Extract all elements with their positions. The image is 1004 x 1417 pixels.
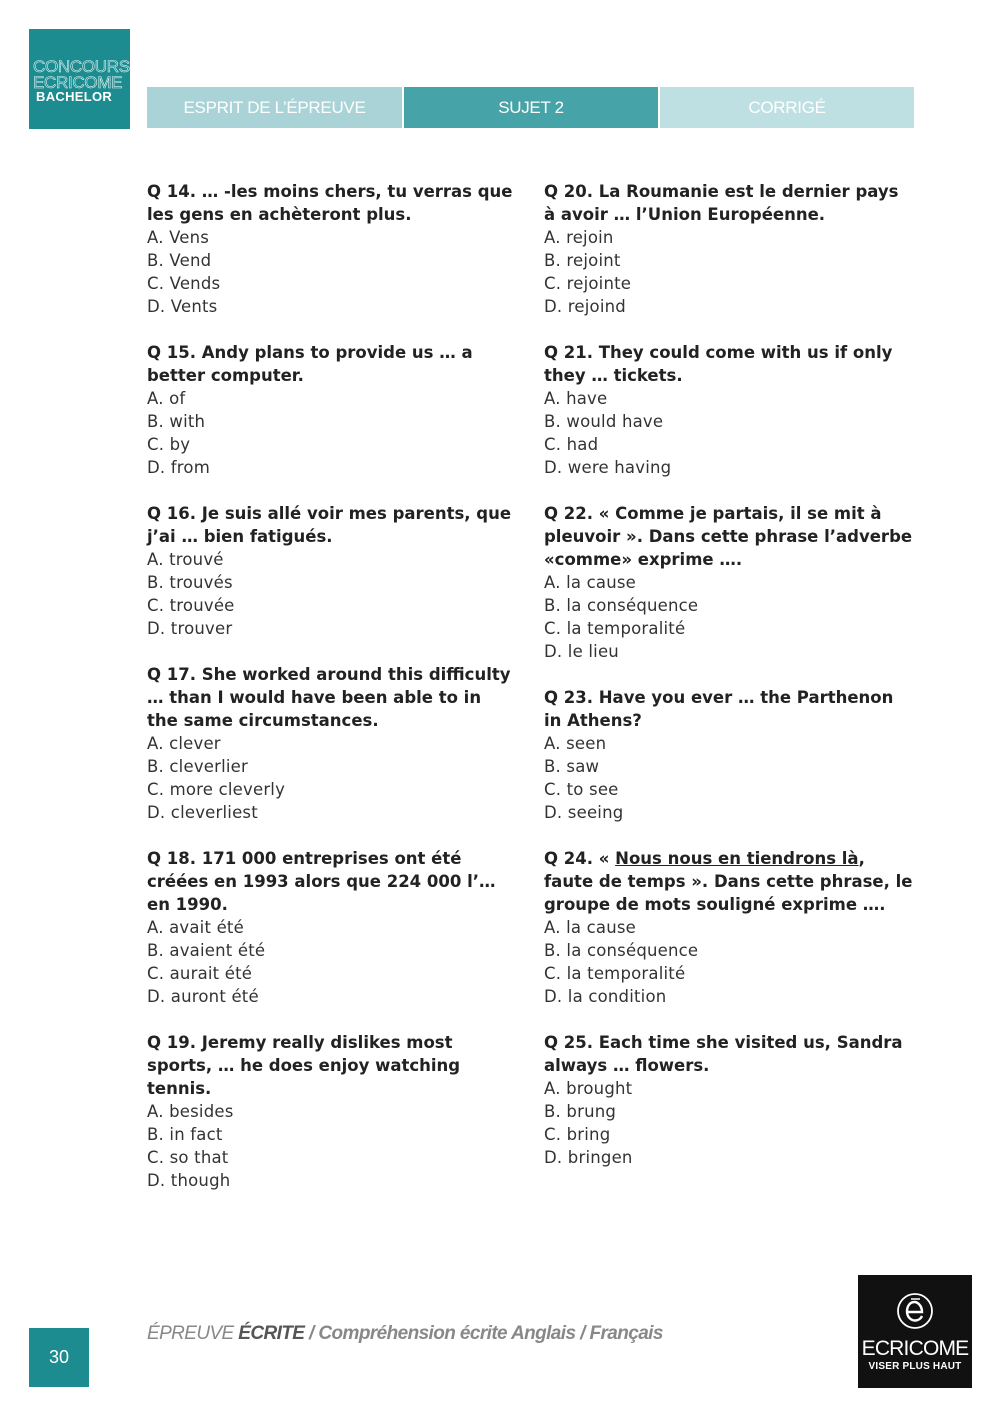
option-b: B. trouvés (147, 573, 233, 592)
option-b: B. would have (544, 412, 664, 431)
question-22 (544, 502, 914, 663)
tab-corrige[interactable]: CORRIGÉ (660, 87, 914, 128)
section-tabs (147, 87, 914, 128)
concours-logo (29, 29, 130, 129)
option-c: C. la temporalité (544, 964, 686, 983)
option-d: D. bringen (544, 1148, 633, 1167)
option-b: B. with (147, 412, 206, 431)
tab-esprit-epreuve[interactable]: ESPRIT DE L’ÉPREUVE (147, 87, 402, 128)
question-20 (544, 180, 914, 318)
option-b: B. la conséquence (544, 596, 699, 615)
option-c: C. so that (147, 1148, 229, 1167)
question-text: Q 16. Je suis allé voir mes parents, que j’ai … bien fatigués. (147, 504, 512, 546)
question-text: Q 21. They could come with us if only they … tickets. (544, 343, 893, 385)
option-a: A. la cause (544, 573, 637, 592)
option-d: D. auront été (147, 987, 259, 1006)
option-a: A. brought (544, 1079, 633, 1098)
question-25 (544, 1031, 914, 1169)
question-text: Q 19. Jeremy really dislikes most sports, … he does enjoy watching tennis. (147, 1033, 461, 1098)
option-a: A. trouvé (147, 550, 224, 569)
ecricome-e-icon (895, 1291, 935, 1331)
option-c: C. rejointe (544, 274, 632, 293)
option-a: A. of (147, 389, 186, 408)
option-c: C. bring (544, 1125, 611, 1144)
option-b: B. rejoint (544, 251, 621, 270)
option-a: A. besides (147, 1102, 234, 1121)
logo-line-bachelor: BACHELOR (36, 89, 113, 104)
question-prefix: Q 24. « (544, 849, 616, 868)
ecricome-logo (858, 1275, 972, 1388)
question-17 (147, 663, 517, 824)
footer-label-plain: ÉPREUVE (147, 1323, 239, 1344)
question-text: Q 14. … -les moins chers, tu verras que les gens en achèteront plus. (147, 182, 513, 224)
questions-right-column (544, 180, 914, 1192)
logo-line-ecricome: ECRICOME (33, 73, 123, 92)
question-suffix: , faute de temps ». Dans cette phrase, le groupe de mots souligné exprime …. (544, 849, 913, 914)
question-text (544, 847, 914, 916)
option-b: B. avaient été (147, 941, 266, 960)
option-a: A. rejoin (544, 228, 614, 247)
option-c: C. had (544, 435, 599, 454)
question-text: Q 18. 171 000 entreprises ont été créées en 1993 alors que 224 000 l’… en 1990. (147, 849, 496, 914)
option-d: D. cleverliest (147, 803, 258, 822)
ecricome-brand: ECRICOME (861, 1337, 969, 1360)
option-c: C. Vends (147, 274, 221, 293)
questions-left-column (147, 180, 517, 1215)
option-b: B. in fact (147, 1125, 223, 1144)
logo-line-concours: CONCOURS (33, 57, 130, 76)
question-18 (147, 847, 517, 1008)
option-d: D. though (147, 1171, 231, 1190)
page-number: 30 (29, 1328, 89, 1387)
question-text: Q 15. Andy plans to provide us … a better computer. (147, 343, 473, 385)
option-c: C. aurait été (147, 964, 253, 983)
option-d: D. were having (544, 458, 672, 477)
option-b: B. cleverlier (147, 757, 249, 776)
question-19 (147, 1031, 517, 1192)
underlined-phrase: Nous nous en tiendrons là (615, 849, 859, 868)
option-a: A. seen (544, 734, 607, 753)
option-c: C. more cleverly (147, 780, 286, 799)
option-d: D. Vents (147, 297, 218, 316)
option-d: D. seeing (544, 803, 624, 822)
option-b: B. brung (544, 1102, 617, 1121)
question-15 (147, 341, 517, 479)
option-d: D. rejoind (544, 297, 626, 316)
option-c: C. trouvée (147, 596, 235, 615)
option-d: D. from (147, 458, 210, 477)
option-a: A. avait été (147, 918, 244, 937)
option-b: B. saw (544, 757, 600, 776)
question-text: Q 25. Each time she visited us, Sandra always … flowers. (544, 1033, 903, 1075)
option-b: B. la conséquence (544, 941, 699, 960)
question-16 (147, 502, 517, 640)
question-text: Q 20. La Roumanie est le dernier pays à avoir … l’Union Européenne. (544, 182, 899, 224)
footer-label-subject: / Compréhension écrite Anglais / Français (304, 1323, 663, 1344)
option-b: B. Vend (147, 251, 212, 270)
option-c: C. by (147, 435, 191, 454)
option-d: D. le lieu (544, 642, 619, 661)
option-c: C. la temporalité (544, 619, 686, 638)
question-text: Q 23. Have you ever … the Parthenon in Athens? (544, 688, 894, 730)
footer-label (147, 1323, 663, 1345)
option-d: D. la condition (544, 987, 667, 1006)
option-a: A. la cause (544, 918, 637, 937)
question-21 (544, 341, 914, 479)
option-a: A. have (544, 389, 608, 408)
ecricome-slogan: VISER PLUS HAUT (868, 1361, 962, 1372)
question-text: Q 17. She worked around this difficulty … than I would have been able to in the same circumstances. (147, 665, 511, 730)
option-c: C. to see (544, 780, 619, 799)
option-a: A. Vens (147, 228, 210, 247)
option-a: A. clever (147, 734, 221, 753)
footer-label-bold: ÉCRITE (238, 1323, 305, 1344)
tab-sujet-2[interactable]: SUJET 2 (404, 87, 658, 128)
question-text: Q 22. « Comme je partais, il se mit à pleuvoir ». Dans cette phrase l’adverbe «comme» exprime …. (544, 504, 913, 569)
question-23 (544, 686, 914, 824)
option-d: D. trouver (147, 619, 233, 638)
question-14 (147, 180, 517, 318)
question-24 (544, 847, 914, 1008)
